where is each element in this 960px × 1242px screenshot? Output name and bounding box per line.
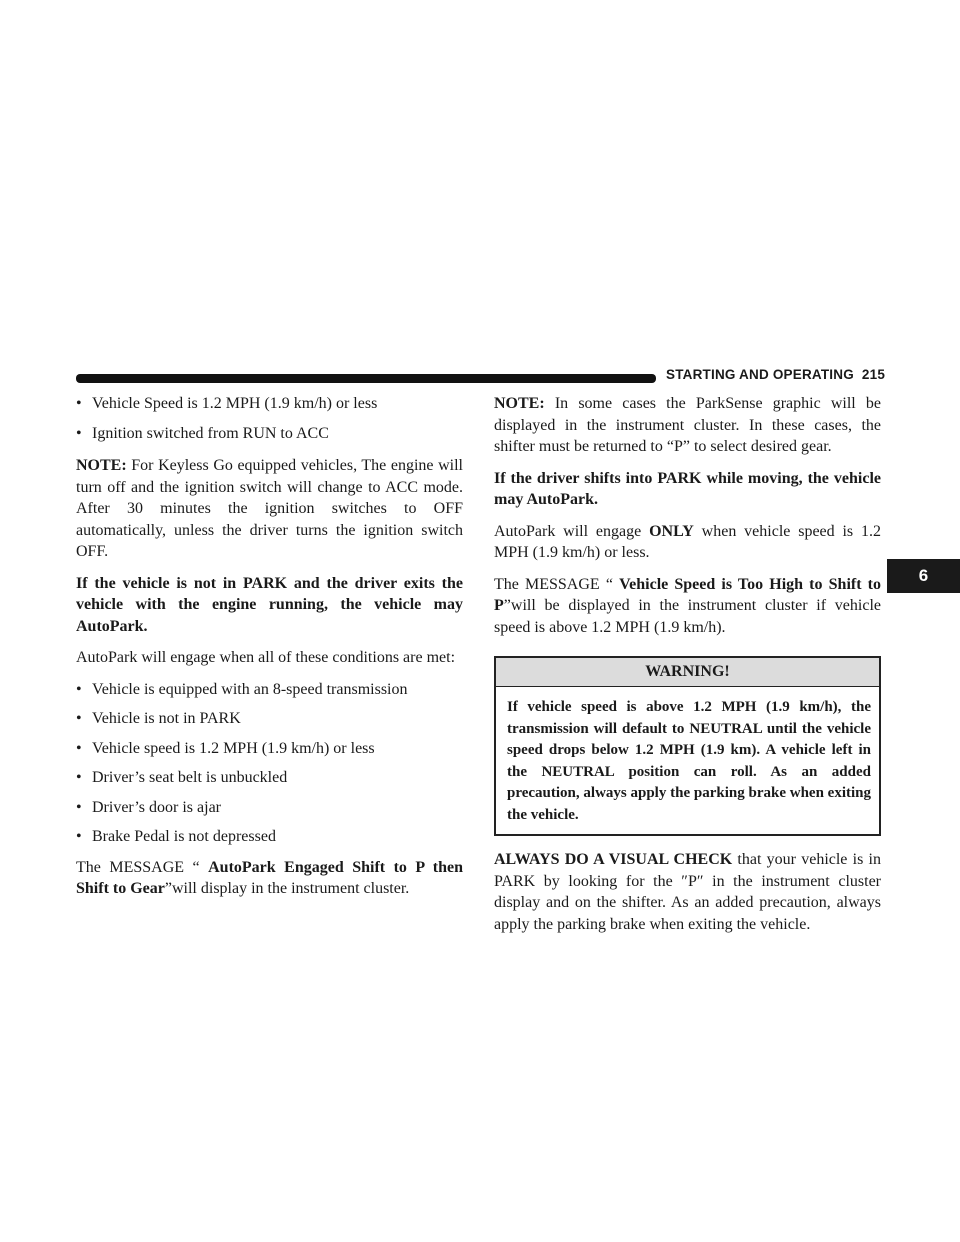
left-column — [76, 393, 463, 910]
running-header — [666, 367, 885, 382]
right-column — [494, 393, 881, 945]
list-item: • Ignition switched from RUN to ACC — [76, 423, 463, 445]
list-item: • Vehicle is equipped with an 8-speed transmission — [76, 679, 463, 701]
list-item: • Vehicle is not in PARK — [76, 708, 463, 730]
warning-title: WARNING! — [496, 658, 879, 687]
speed-too-high-message: The MESSAGE “ Vehicle Speed is Too High to Shift to P”will be displayed in the instrument cluster if vehicle speed is above 1.2 MPH (1.9 km/h). — [494, 575, 881, 636]
autopark-engaged-message: The MESSAGE “ AutoPark Engaged Shift to P then Shift to Gear”will display in the instrument cluster. — [76, 858, 463, 897]
autopark-conditions-list — [76, 679, 463, 848]
list-item: • Vehicle speed is 1.2 MPH (1.9 km/h) or less — [76, 738, 463, 760]
chapter-tab: 6 — [887, 559, 960, 593]
list-item: • Vehicle Speed is 1.2 MPH (1.9 km/h) or less — [76, 393, 463, 415]
note-text: For Keyless Go equipped vehicles, The engine will turn off and the ignition switch will change to ACC mode. After 30 minutes the ignition switches to OFF automatically, unless the driver turns the ignition switch OFF. — [76, 457, 463, 560]
note-label: NOTE: — [494, 395, 545, 412]
list-item: • Driver’s seat belt is unbuckled — [76, 767, 463, 789]
keyless-go-note — [76, 455, 463, 563]
speed-condition-list — [76, 393, 463, 444]
engage-only-paragraph: AutoPark will engage ONLY when vehicle speed is 1.2 MPH (1.9 km/h) or less. — [494, 522, 881, 561]
warning-box — [494, 656, 881, 836]
note-label: NOTE: — [76, 457, 127, 474]
warning-text: If vehicle speed is above 1.2 MPH (1.9 km/h), the transmission will default to NEUTRAL until the vehicle speed drops below 1.2 MPH (1.9 km). A vehicle left in the NEUTRAL position can roll. As an added precaution, always apply the parking brake when exiting the vehicle. — [507, 699, 871, 823]
note-text: In some cases the ParkSense graphic will be displayed in the instrument cluster. In these cases, the shifter must be returned to “P” to select desired gear. — [494, 395, 881, 455]
page-number: 215 — [861, 367, 886, 382]
conditions-intro: AutoPark will engage when all of these conditions are met: — [76, 649, 456, 666]
autopark-exit-heading: If the vehicle is not in PARK and the driver exits the vehicle with the engine running, the vehicle may AutoPark. — [76, 574, 463, 635]
list-item: • Driver’s door is ajar — [76, 797, 463, 819]
visual-check-paragraph: ALWAYS DO A VISUAL CHECK that your vehicle is in PARK by looking for the ″P″ in the instrument cluster display and on the shifter. As an added precaution, always apply the parking brake when exiting the vehicle. — [494, 851, 881, 933]
parksense-note — [494, 393, 881, 458]
header-rule — [76, 374, 656, 383]
list-item: • Brake Pedal is not depressed — [76, 826, 463, 848]
section-title: STARTING AND OPERATING — [666, 367, 854, 382]
shift-park-heading: If the driver shifts into PARK while moving, the vehicle may AutoPark. — [494, 469, 881, 508]
